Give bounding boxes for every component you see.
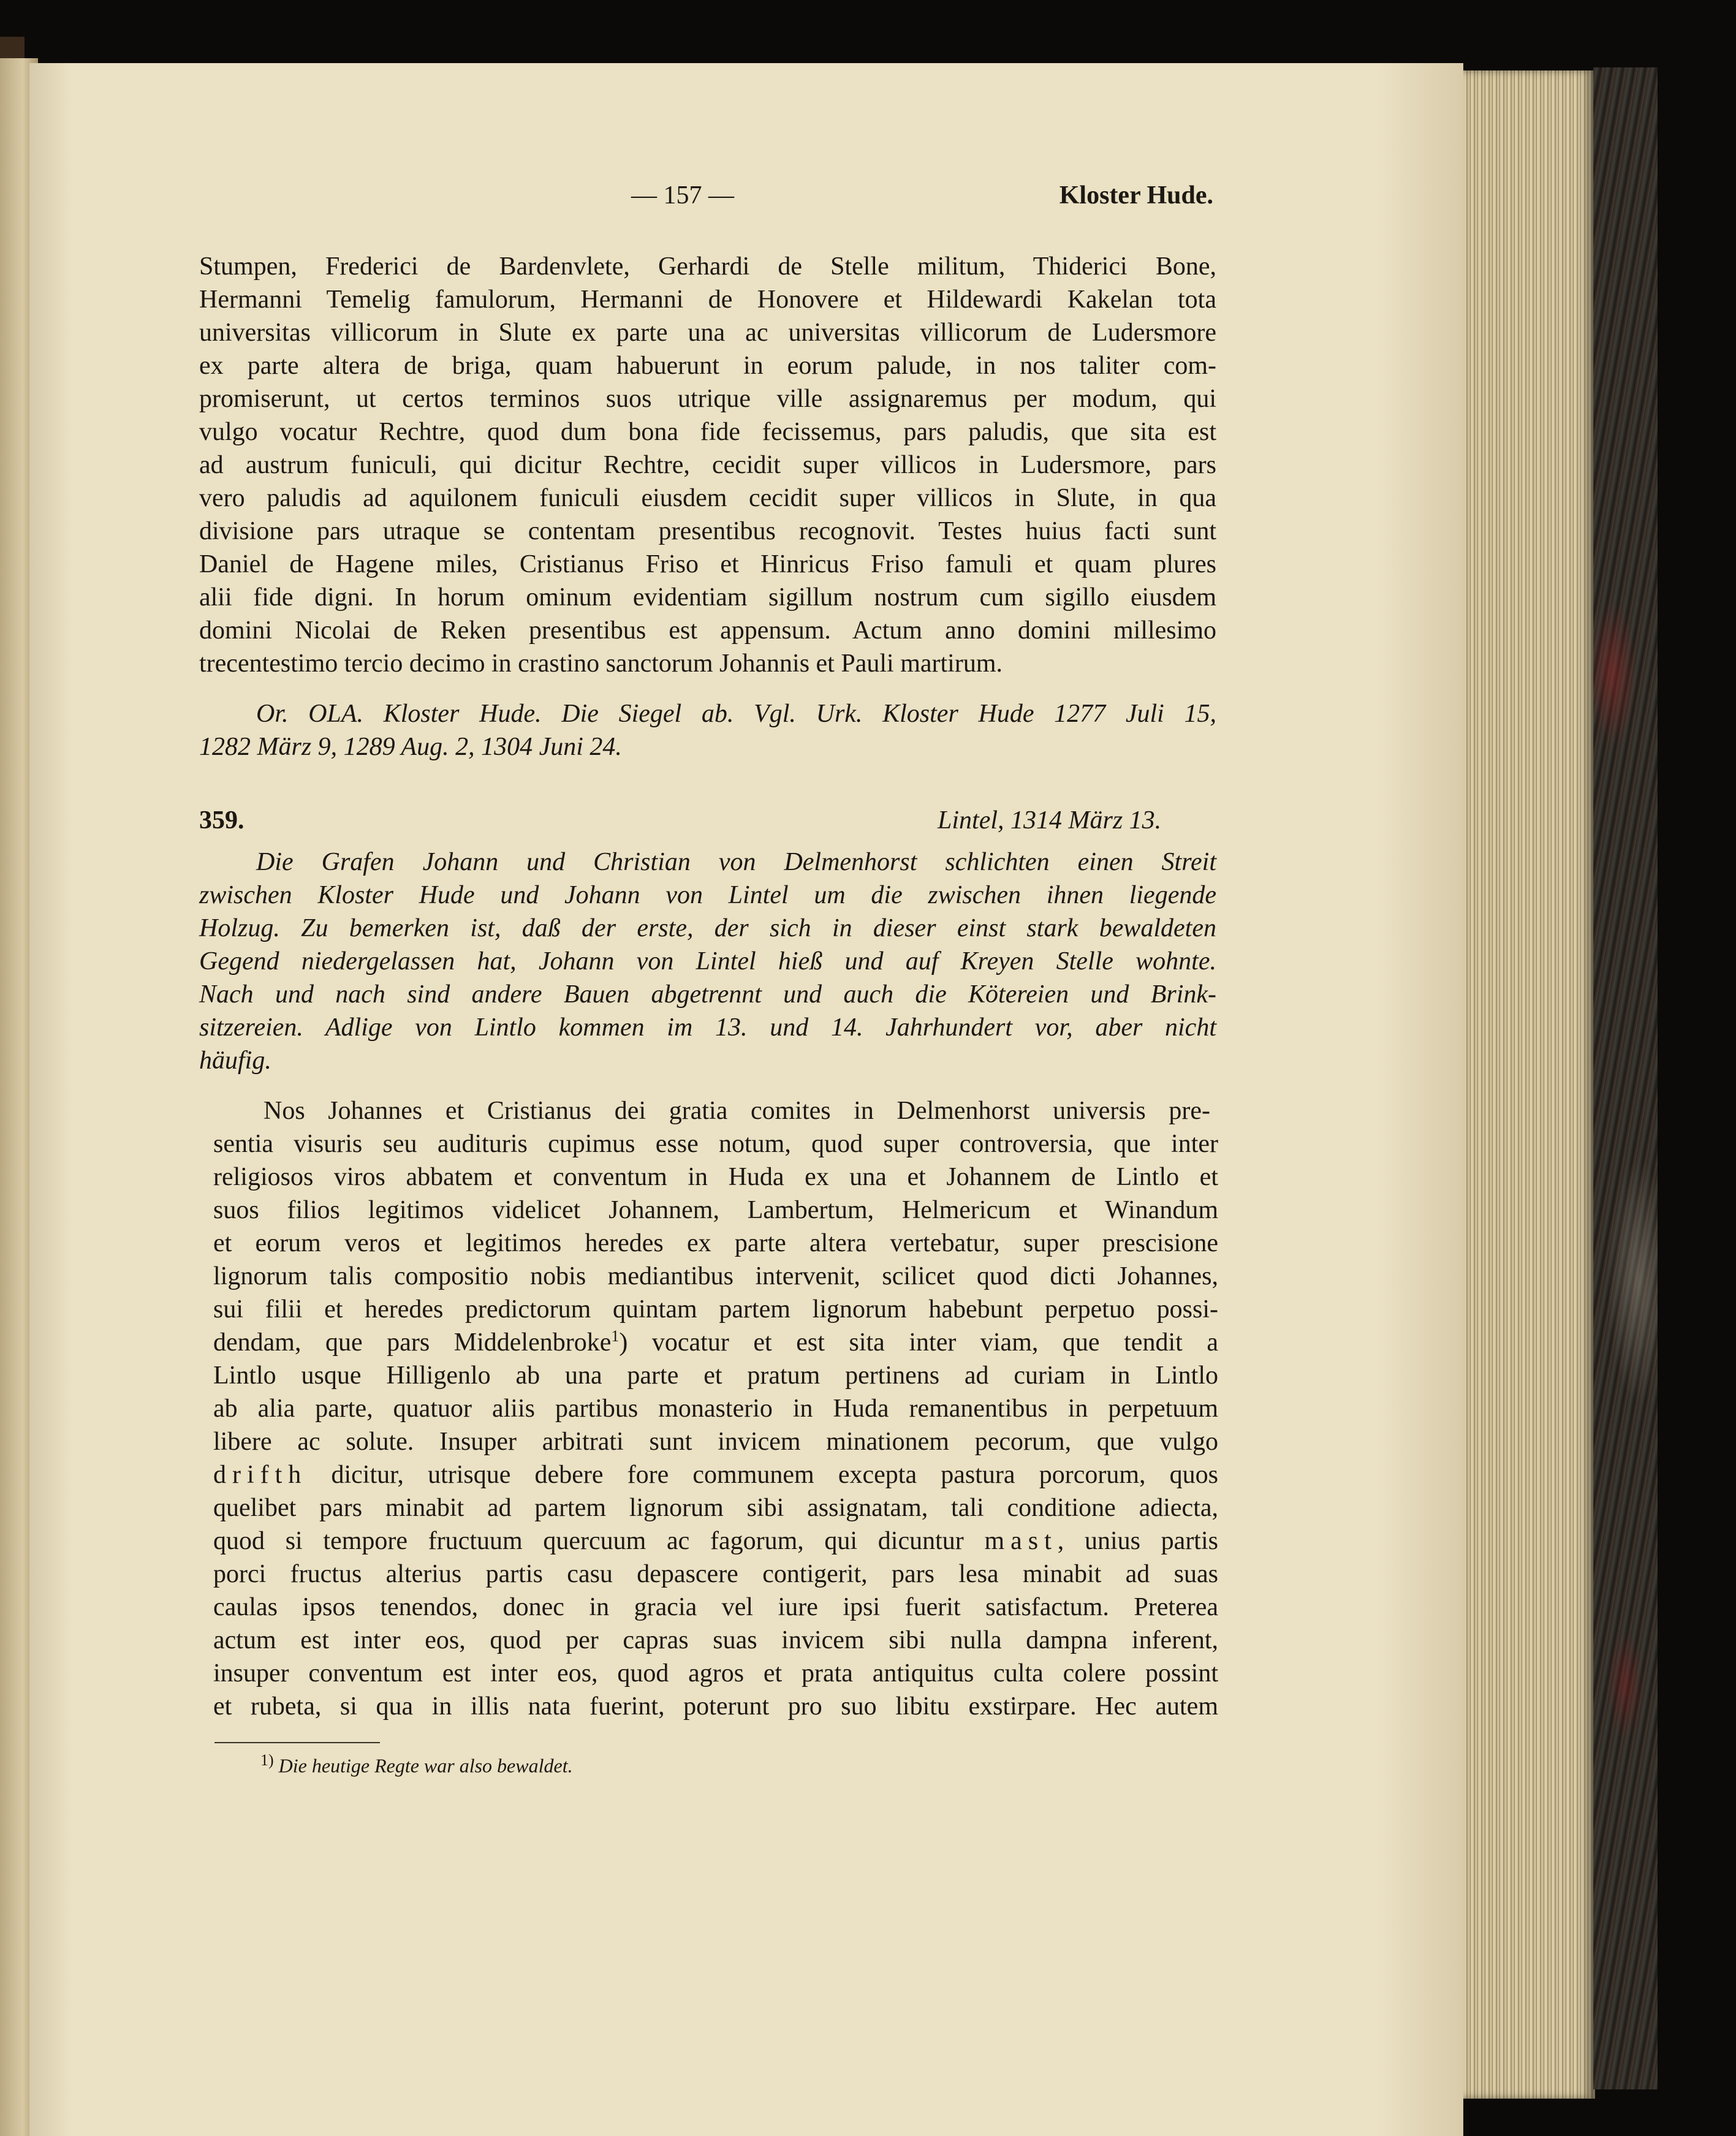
text-line: vulgo vocatur Rechtre, quod dum bona fide fecissemus, pars paludis, que sita est [199,418,1216,446]
footnote-rule [214,1742,380,1743]
regest-line: Gegend niedergelassen hat, Johann von Lintel hieß und auf Kreyen Stelle wohnte. [199,947,1216,975]
text-line: sentia visuris seu audituris cupimus esse notum, quod super controversia, que inter [213,1130,1218,1158]
text-line: et rubeta, si qua in illis nata fuerint, poterunt pro suo libitu exstirpare. Hec autem [213,1692,1218,1721]
spaced-term: mast [984,1527,1058,1555]
document-number: 359. [199,806,244,835]
text-line: promiserunt, ut certos terminos suos utrique ville assignaremus per modum, qui [199,385,1216,413]
regest-line: häufig. [199,1047,271,1075]
text-line: Lintlo usque Hilligenlo ab una parte et pratum pertinens ad curiam in Lintlo [213,1362,1218,1390]
text-line: actum est inter eos, quod per capras suas invicem sibi nulla dampna inferent, [213,1626,1218,1654]
text-line [213,1524,1218,1558]
running-head: Kloster Hude. [1059,181,1213,210]
source-note-line: Or. OLA. Kloster Hude. Die Siegel ab. Vgl. Urk. Kloster Hude 1277 Juli 15, [256,700,1216,728]
regest-line: Die Grafen Johann und Christian von Delmenhorst schlichten einen Streit [256,848,1216,876]
document-dateline: Lintel, 1314 März 13. [938,806,1162,835]
regest-line: sitzereien. Adlige von Lintlo kommen im 13. und 14. Jahrhundert vor, aber nicht [199,1013,1216,1042]
page-number: — 157 — [631,181,734,210]
text-line: libere ac solute. Insuper arbitrati sunt invicem minationem pecorum, que vulgo [213,1428,1218,1456]
text-line: religiosos viros abbatem et conventum in Huda ex una et Johannem de Lintlo et [213,1163,1218,1191]
text-line: caulas ipsos tenendos, donec in gracia vel iure ipsi fuerit satisfactum. Preterea [213,1593,1218,1621]
footnote-marker: 1) [260,1751,274,1769]
text-line: quelibet pars minabit ad partem lignorum sibi assignatam, tali conditione adiecta, [213,1494,1218,1522]
text-line: trecentestimo tercio decimo in crastino sanctorum Johannis et Pauli martirum. [199,650,1003,678]
text-line: ad austrum funiculi, qui dicitur Rechtre, cecidit super villicos in Ludersmore, pars [199,451,1216,479]
text-line: porci fructus alterius partis casu depascere contigerit, pars lesa minabit ad suas [213,1560,1218,1588]
page-block-edges [1463,70,1595,2099]
text-line: suos filios legitimos videlicet Johannem, Lambertum, Helmericum et Winandum [213,1196,1218,1224]
text-run: dendam, que pars Middelenbroke [213,1328,612,1357]
text-run: ) vocatur et est sita inter viam, que tendit a [619,1328,1218,1357]
text-line: lignorum talis compositio nobis mediantibus intervenit, scilicet quod dicti Johannes, [213,1262,1218,1290]
regest-line: zwischen Kloster Hude und Johann von Lintel um die zwischen ihnen liegende [199,881,1216,909]
text-line: vero paludis ad aquilonem funiculi eiusdem cecidit super villicos in Slute, in qua [199,484,1216,512]
text-run: dicitur, utrisque debere fore communem excepta pastura porcorum, quos [307,1461,1218,1489]
footnote [260,1751,573,1778]
source-note-line: 1282 März 9, 1289 Aug. 2, 1304 Juni 24. [199,733,622,761]
text-run: quod si tempore fructuum quercuum ac fagorum, qui dicuntur [213,1527,985,1555]
footnote-reference: 1 [611,1327,620,1345]
regest-line: Holzug. Zu bemerken ist, daß der erste, der sich in dieser einst stark bewaldeten [199,914,1216,942]
text-line: universitas villicorum in Slute ex parte una ac universitas villicorum de Ludersmore [199,319,1216,347]
text-line: Daniel de Hagene miles, Cristianus Friso et Hinricus Friso famuli et quam plures [199,550,1216,578]
text-line: Hermanni Temelig famulorum, Hermanni de Honovere et Hildewardi Kakelan tota [199,286,1216,314]
text-line: insuper conventum est inter eos, quod agros et prata antiquitus culta colere possint [213,1659,1218,1687]
marbled-cover-edge [1593,67,1658,2089]
text-run: , unius partis [1057,1527,1218,1555]
footnote-text: Die heutige Regte war also bewaldet. [278,1754,573,1777]
page-header [631,181,1213,218]
text-line: sui filii et heredes predictorum quintam partem lignorum habebunt perpetuo possi- [213,1295,1218,1324]
text-line [213,1326,1218,1359]
regest-line: Nach und nach sind andere Bauen abgetrennt und auch die Kötereien und Brink- [199,980,1216,1009]
text-line: et eorum veros et legitimos heredes ex parte altera vertebatur, super prescisione [213,1229,1218,1257]
spaced-term: drifth [213,1461,308,1489]
text-line: domini Nicolai de Reken presentibus est appensum. Actum anno domini millesimo [199,616,1216,645]
text-line: divisione pars utraque se contentam presentibus recognovit. Testes huius facti sunt [199,517,1216,545]
text-line: alii fide digni. In horum ominum evidentiam sigillum nostrum cum sigillo eiusdem [199,583,1216,612]
text-line [213,1458,1218,1491]
text-line: Nos Johannes et Cristianus dei gratia comites in Delmenhorst universis pre- [263,1097,1210,1125]
text-line: Stumpen, Frederici de Bardenvlete, Gerhardi de Stelle militum, Thiderici Bone, [199,252,1216,281]
text-line: ab alia parte, quatuor aliis partibus monasterio in Huda remanentibus in perpetuum [213,1395,1218,1423]
text-line: ex parte altera de briga, quam habuerunt in eorum palude, in nos taliter com- [199,352,1216,380]
